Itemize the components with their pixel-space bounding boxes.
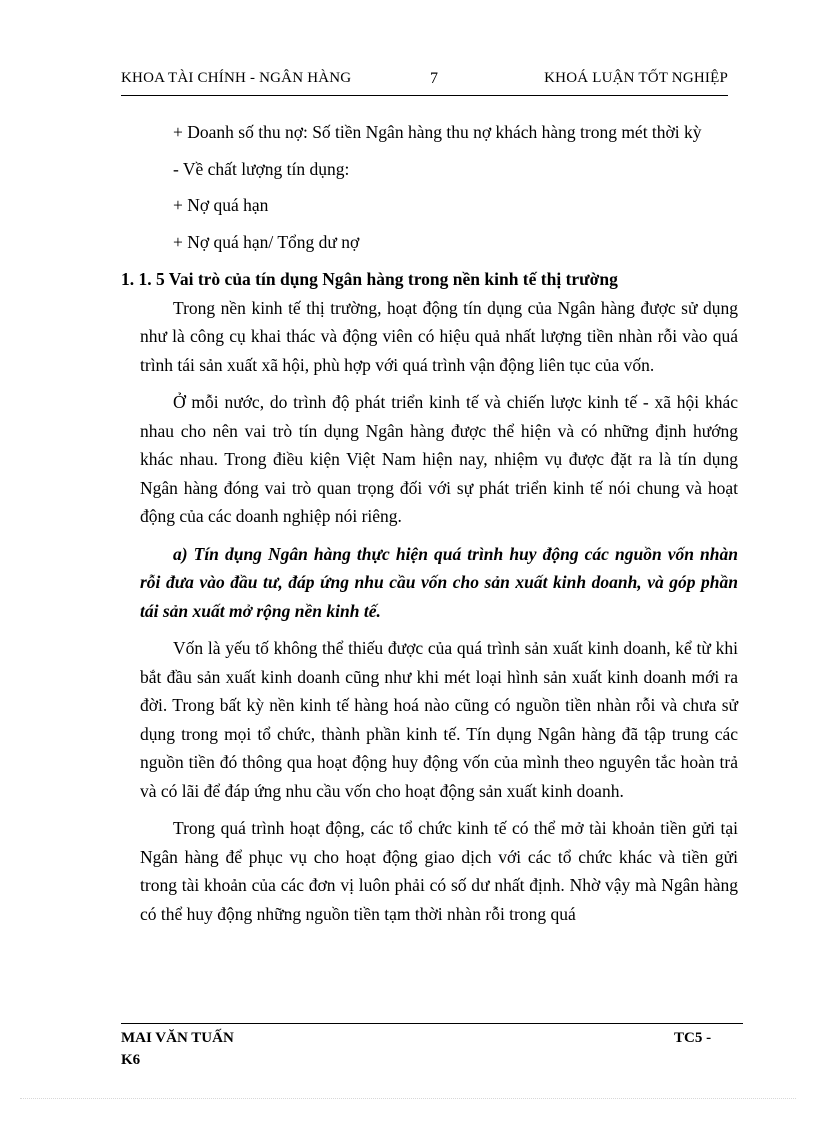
- paragraph-capital: Vốn là yếu tố không thể thiếu được của quá trình sản xuất kinh doanh, kể từ khi bắt đầu sản xuất kinh doanh cũng như khi mét loại hình sản xuất kinh doanh mới ra đời. Trong bất kỳ nền kinh tế hàng hoá nào cũng có nguồn tiền nhàn rỗi và chưa sử dụng trong mọi tổ chức, thành phần kinh tế. Tín dụng Ngân hàng đã tập trung các nguồn tiền đó thông qua hoạt động huy động vốn của mình theo nguyên tắc hoàn trả và có lãi để đáp ứng nhu cầu vốn cho hoạt động sản xuất kinh doanh.: [140, 638, 738, 801]
- header-thesis-label: KHOÁ LUẬN TỐT NGHIỆP: [544, 70, 728, 86]
- paragraph-debt-collection: + Doanh số thu nợ: Số tiền Ngân hàng thu nợ khách hàng trong mét thời kỳ: [173, 122, 702, 142]
- paragraph-deposit-accounts: Trong quá trình hoạt động, các tổ chức kinh tế có thể mở tài khoản tiền gửi tại Ngân hàng để phục vụ cho hoạt động giao dịch với các tổ chức khác và tiền gửi trong tài khoản của các đơn vị luôn phải có số dư nhất định. Nhờ vậy mà Ngân hàng có thể huy động những nguồn tiền tạm thời nhàn rỗi trong quá: [140, 818, 738, 924]
- footer-class: TC5 -: [674, 1030, 712, 1046]
- list-item-overdue-ratio: + Nợ quá hạn/ Tổng dư nợ: [173, 231, 360, 252]
- subsection-heading-a: a) Tín dụng Ngân hàng thực hiện quá trình huy động các nguồn vốn nhàn rỗi đưa vào đầu tư, đáp ứng nhu cầu vốn cho sản xuất kinh doanh, và góp phần tái sản xuất mở rộng nền kinh tế.: [140, 543, 738, 621]
- header-page-number: 7: [430, 70, 439, 87]
- section-heading: 1. 1. 5 Vai trò của tín dụng Ngân hàng trong nền kinh tế thị trường: [121, 269, 618, 289]
- header-divider: [121, 95, 728, 96]
- list-item-credit-quality: - Về chất lượng tín dụng:: [173, 158, 350, 179]
- document-body: [121, 118, 738, 928]
- header-faculty: KHOA TÀI CHÍNH - NGÂN HÀNG: [121, 70, 352, 86]
- page-header: [121, 70, 728, 92]
- paragraph-country-role: Ở mỗi nước, do trình độ phát triển kinh tế và chiến lược kinh tế - xã hội khác nhau cho nên vai trò tín dụng Ngân hàng được thể hiện và có những định hướng khác nhau. Trong điều kiện Việt Nam hiện nay, nhiệm vụ được đặt ra là tín dụng Ngân hàng đóng vai trò quan trọng đối với sự phát triển kinh tế nói chung và hoạt động của các doanh nghiệp nói riêng.: [140, 392, 738, 526]
- footer-author: MAI VĂN TUẤN: [121, 1030, 234, 1046]
- footer-class-cont: K6: [121, 1052, 141, 1068]
- list-item-overdue-debt: + Nợ quá hạn: [173, 195, 269, 215]
- paragraph-market-economy: Trong nền kinh tế thị trường, hoạt động tín dụng của Ngân hàng được sử dụng như là công cụ khai thác và động viên có hiệu quả nhất lượng tiền nhàn rỗi vào quá trình tái sản xuất xã hội, phù hợp với quá trình vận động liên tục của vốn.: [140, 297, 738, 375]
- page-bottom-border: [20, 1098, 796, 1099]
- footer-divider: [121, 1023, 743, 1024]
